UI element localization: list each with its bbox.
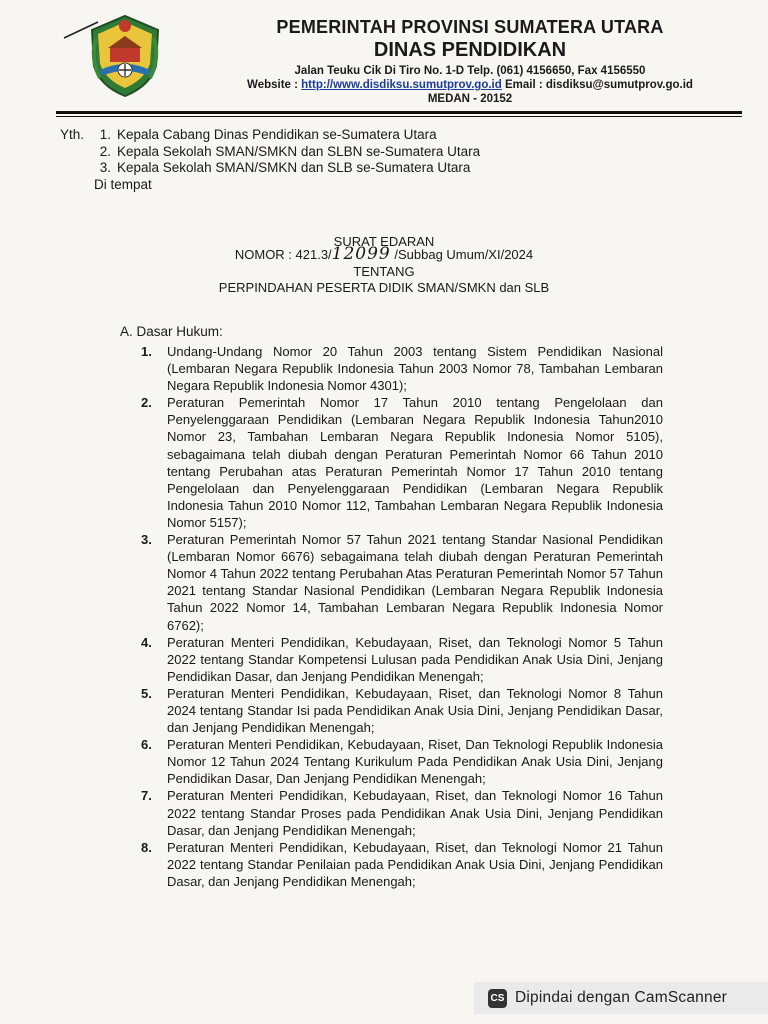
website-link[interactable]: http://www.disdiksu.sumutprov.go.id — [301, 79, 502, 91]
province-emblem-logo — [86, 14, 164, 98]
list-item-number: 3. — [141, 532, 152, 548]
recipient-row — [60, 144, 480, 161]
list-item-text: Peraturan Menteri Pendidikan, Kebudayaan, Riset, dan Teknologi Nomor 21 Tahun 2022 tentang Standar Penilaian pada Pendidikan Anak Usia Dini, Jenjang Pendidikan Dasar, dan Jenjang Pendidikan Menengah; — [167, 839, 663, 889]
list-item-text: Peraturan Menteri Pendidikan, Kebudayaan, Riset, dan Teknologi Nomor 16 Tahun 2022 tentang Standar Proses pada Pendidikan Anak Usia Dini, Jenjang Pendidikan Dasar, dan Jenjang Pendidikan Menengah; — [167, 788, 663, 838]
recipient-block — [60, 127, 480, 193]
camscanner-icon: CS — [488, 989, 507, 1008]
list-item-number: 5. — [141, 685, 152, 701]
list-item-text: Peraturan Pemerintah Nomor 17 Tahun 2010 tentang Pengelolaan dan Penyelenggaraan Pendidikan (Lembaran Negara Republik Indonesia Tahun2010 Nomor 23, Tambahan Lembaran Negara Republik Indonesia Nomor 5105), sebagaimana telah diubah dengan Peraturan Pemerintah Nomor 66 Tahun 2010 tentang Perubahan atas Peraturan Pemerintah Nomor 17 Tahun 2010 tentang Pengelolaan dan Penyelenggaraan Pendidikan (Lembaran Negara Republik Indonesia Tahun 2010 Nomor 112, Tambahan Lembaran Negara Republik Indonesia Nomor 5157); — [167, 395, 663, 530]
list-item — [141, 531, 663, 634]
list-item-text: Peraturan Menteri Pendidikan, Kebudayaan, Riset, dan Teknologi Nomor 5 Tahun 2022 tentang Standar Kompetensi Lulusan pada Pendidikan Anak Usia Dini, Jenjang Pendidikan Dasar, dan Jenjang Pendidikan Menengah; — [167, 634, 663, 684]
letter-number — [0, 244, 768, 264]
recipient-place: Di tempat — [94, 176, 152, 192]
letterhead-rule-thin — [56, 116, 742, 117]
list-item — [141, 634, 663, 685]
list-item-number: 8. — [141, 839, 152, 855]
letterhead — [200, 16, 740, 106]
section-heading: A. Dasar Hukum: — [120, 324, 223, 339]
list-item-number: 4. — [141, 634, 152, 650]
list-item — [141, 736, 663, 787]
letterhead-contact — [200, 78, 740, 92]
legal-basis-list — [141, 343, 663, 890]
list-item-text: Undang-Undang Nomor 20 Tahun 2003 tentang Sistem Pendidikan Nasional (Lembaran Negara Republik Indonesia Tahun 2003 Nomor 78, Tambahan Lembaran Negara Republik Indonesia Nomor 4301); — [167, 344, 663, 394]
recipient-text: Kepala Sekolah SMAN/SMKN dan SLBN se-Sumatera Utara — [117, 143, 481, 159]
letter-number-suffix: /Subbag Umum/XI/2024 — [390, 247, 534, 262]
website-label: Website : — [247, 79, 302, 91]
list-item-text: Peraturan Menteri Pendidikan, Kebudayaan, Riset, Dan Teknologi Republik Indonesia Nomor 12 Tahun 2024 Tentang Kurikulum Pada Pendidikan Anak Usia Dini, Jenjang Pendidikan Dasar, Dan Jenjang Pendidikan Menengah; — [167, 737, 663, 787]
recipient-place-row — [60, 177, 480, 194]
list-item-text: Peraturan Pemerintah Nomor 57 Tahun 2021 tentang Standar Nasional Pendidikan (Lembaran Nomor 6676) sebagaimana telah diubah dengan Peraturan Pemerintah Nomor 4 Tahun 2022 tentang Perubahan Atas Peraturan Pemerintah Nomor 57 Tahun 2021 tentang Standar Nasional Pendidikan (Lembaran Negara Republik Indonesia Tahun 2022 Nomor 14, Tambahan Lembaran Negara Republik Indonesia Nomor 6762); — [167, 532, 663, 633]
letterhead-government: PEMERINTAH PROVINSI SUMATERA UTARA — [276, 17, 664, 37]
list-item — [141, 394, 663, 531]
list-item — [141, 787, 663, 838]
list-item-text: Peraturan Menteri Pendidikan, Kebudayaan, Riset, dan Teknologi Nomor 8 Tahun 2024 tentang Standar Isi pada Pendidikan Anak Usia Dini, Jenjang Pendidikan Dasar, dan Jenjang Pendidikan Menengah; — [167, 685, 663, 736]
recipient-number: 3. — [99, 160, 111, 175]
camscanner-watermark — [474, 982, 768, 1014]
letter-type-heading: SURAT EDARAN — [333, 234, 435, 249]
letterhead-rule-thick — [56, 111, 742, 114]
list-item — [141, 839, 663, 890]
list-item — [141, 343, 663, 394]
camscanner-text: Dipindai dengan CamScanner — [515, 989, 727, 1006]
recipient-row — [60, 160, 480, 177]
recipient-number: 1. — [99, 127, 111, 142]
list-item-number: 6. — [141, 737, 152, 753]
recipient-row — [60, 127, 480, 144]
recipient-label: Yth. — [60, 127, 85, 142]
letterhead-agency: DINAS PENDIDIKAN — [373, 39, 567, 61]
letterhead-address: Jalan Teuku Cik Di Tiro No. 1-D Telp. (061) 4156650, Fax 4156550 — [294, 65, 646, 77]
recipient-text: Kepala Sekolah SMAN/SMKN dan SLB se-Sumatera Utara — [117, 160, 471, 175]
recipient-text: Kepala Cabang Dinas Pendidikan se-Sumatera Utara — [117, 127, 437, 142]
letterhead-city: MEDAN - 20152 — [427, 93, 513, 105]
letter-number-handwritten: 12099 — [331, 244, 391, 264]
email-text: Email : disdiksu@sumutprov.go.id — [501, 79, 693, 91]
recipient-number: 2. — [99, 143, 111, 159]
list-item — [141, 685, 663, 736]
letter-subject: PERPINDAHAN PESERTA DIDIK SMAN/SMKN dan SLB — [218, 280, 550, 295]
letter-tentang: TENTANG — [353, 264, 415, 279]
letter-number-prefix: NOMOR : 421.3/ — [234, 247, 332, 262]
list-item-number: 2. — [141, 395, 152, 411]
list-item-number: 1. — [141, 344, 152, 359]
list-item-number: 7. — [141, 788, 152, 804]
